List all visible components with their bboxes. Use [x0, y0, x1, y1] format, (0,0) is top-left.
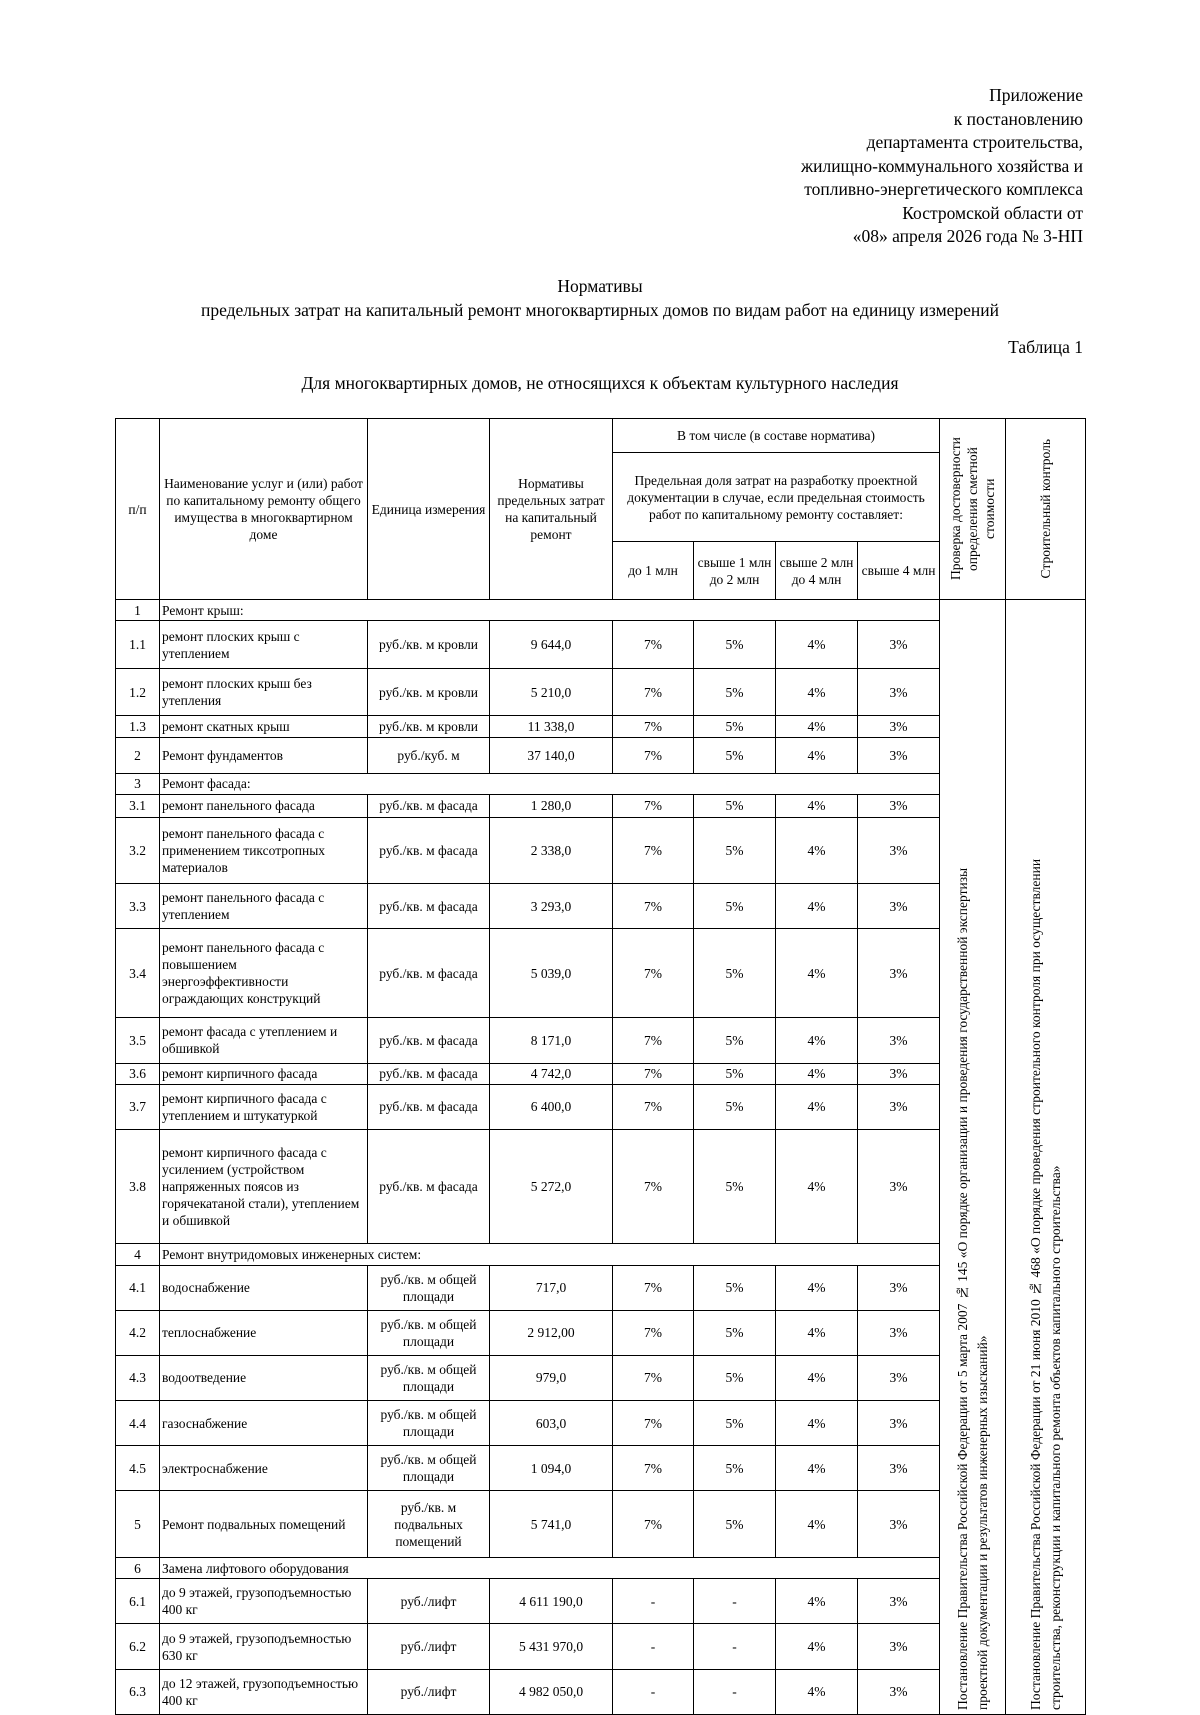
share-cell-3: 4%	[776, 1355, 858, 1400]
check-basis-cell	[940, 600, 1006, 1715]
control-basis-text	[1024, 600, 1068, 1710]
header-control-text: Строительный контроль	[1038, 439, 1054, 579]
work-name: ремонт панельного фасада с применением тиксотропных материалов	[160, 817, 368, 884]
share-cell-4: 3%	[858, 884, 940, 929]
work-name: ремонт плоских крыш с утеплением	[160, 621, 368, 669]
share-cell-4: 3%	[858, 1579, 940, 1624]
row-num: 1.2	[116, 668, 160, 716]
appendix-line: к постановлению	[953, 108, 1083, 129]
norm-cell: 5 741,0	[490, 1491, 613, 1558]
unit-cell: руб./кв. м фасада	[368, 1018, 490, 1063]
share-cell-4: 3%	[858, 929, 940, 1018]
share-cell-3: 4%	[776, 929, 858, 1018]
norm-cell: 5 210,0	[490, 668, 613, 716]
row-num: 3.7	[116, 1084, 160, 1129]
appendix-line: Приложение	[989, 85, 1083, 105]
share-cell-4: 3%	[858, 1130, 940, 1244]
share-cell-3: 4%	[776, 716, 858, 737]
unit-cell: руб./кв. м общей площади	[368, 1446, 490, 1491]
share-cell-1: 7%	[613, 737, 694, 773]
appendix-line: «08» апреля 2026 года № 3-НП	[852, 226, 1083, 246]
share-cell-3: 4%	[776, 1130, 858, 1244]
share-cell-1: 7%	[613, 929, 694, 1018]
norm-cell: 3 293,0	[490, 884, 613, 929]
share-cell-2: -	[694, 1579, 776, 1624]
norm-cell: 6 400,0	[490, 1084, 613, 1129]
share-cell-3: 4%	[776, 1018, 858, 1063]
row-num: 1.1	[116, 621, 160, 669]
row-num: 3.8	[116, 1130, 160, 1244]
unit-cell: руб./лифт	[368, 1624, 490, 1669]
work-name: Ремонт фундаментов	[160, 737, 368, 773]
appendix-line: Костромской области от	[902, 202, 1083, 223]
share-cell-1: -	[613, 1669, 694, 1714]
share-cell-1: 7%	[613, 1265, 694, 1310]
section-title: Ремонт крыш:	[160, 600, 940, 621]
share-cell-4: 3%	[858, 1669, 940, 1714]
norm-cell: 9 644,0	[490, 621, 613, 669]
share-cell-1: 7%	[613, 794, 694, 817]
work-name: ремонт панельного фасада с повышением энергоэффективности ограждающих конструкций	[160, 929, 368, 1018]
share-cell-3: 4%	[776, 1084, 858, 1129]
row-num: 4.4	[116, 1401, 160, 1446]
share-cell-2: 5%	[694, 668, 776, 716]
unit-cell: руб./лифт	[368, 1579, 490, 1624]
section-title: Ремонт внутридомовых инженерных систем:	[160, 1244, 940, 1265]
unit-cell: руб./кв. м фасада	[368, 1063, 490, 1084]
header-bracket-3: свыше 2 млн до 4 млн	[776, 542, 858, 600]
work-name: газоснабжение	[160, 1401, 368, 1446]
header-name: Наименование услуг и (или) работ по капитальному ремонту общего имущества в многоквартирном доме	[160, 419, 368, 600]
share-cell-2: -	[694, 1624, 776, 1669]
share-cell-2: 5%	[694, 794, 776, 817]
norm-cell: 4 982 050,0	[490, 1669, 613, 1714]
unit-cell: руб./кв. м общей площади	[368, 1401, 490, 1446]
share-cell-1: 7%	[613, 1018, 694, 1063]
control-basis-cell	[1006, 600, 1086, 1715]
unit-cell: руб./кв. м фасада	[368, 929, 490, 1018]
norm-cell: 8 171,0	[490, 1018, 613, 1063]
header-check-text: Проверка достоверности определения сметной стоимости	[948, 437, 998, 581]
share-cell-4: 3%	[858, 1491, 940, 1558]
share-cell-2: 5%	[694, 621, 776, 669]
norm-cell: 11 338,0	[490, 716, 613, 737]
unit-cell: руб./кв. м общей площади	[368, 1310, 490, 1355]
header-check	[940, 419, 1006, 600]
share-cell-3: 4%	[776, 794, 858, 817]
table-subtitle: Для многоквартирных домов, не относящихся к объектам культурного наследия	[301, 373, 899, 393]
check-basis-text	[951, 600, 995, 1710]
header-bracket-4: свыше 4 млн	[858, 542, 940, 600]
unit-cell: руб./кв. м кровли	[368, 621, 490, 669]
share-cell-1: 7%	[613, 817, 694, 884]
share-cell-3: 4%	[776, 1446, 858, 1491]
work-name: ремонт панельного фасада с утеплением	[160, 884, 368, 929]
norm-cell: 979,0	[490, 1355, 613, 1400]
table-header	[116, 419, 1086, 600]
row-num: 6.2	[116, 1624, 160, 1669]
row-num: 6	[116, 1557, 160, 1578]
share-cell-1: 7%	[613, 1063, 694, 1084]
norm-cell: 5 272,0	[490, 1130, 613, 1244]
share-cell-4: 3%	[858, 794, 940, 817]
share-cell-4: 3%	[858, 737, 940, 773]
appendix-block	[801, 84, 1083, 249]
row-num: 5	[116, 1491, 160, 1558]
share-cell-2: 5%	[694, 1491, 776, 1558]
section-title: Ремонт фасада:	[160, 773, 940, 794]
row-num: 3.5	[116, 1018, 160, 1063]
norm-cell: 2 338,0	[490, 817, 613, 884]
norm-cell: 717,0	[490, 1265, 613, 1310]
unit-cell: руб./лифт	[368, 1669, 490, 1714]
work-name: до 9 этажей, грузоподъемностью 400 кг	[160, 1579, 368, 1624]
header-including: В том числе (в составе норматива)	[613, 419, 940, 453]
norm-cell: 37 140,0	[490, 737, 613, 773]
unit-cell: руб./кв. м фасада	[368, 794, 490, 817]
share-cell-4: 3%	[858, 1265, 940, 1310]
share-cell-1: 7%	[613, 1491, 694, 1558]
share-cell-1: 7%	[613, 1310, 694, 1355]
norm-cell: 1 280,0	[490, 794, 613, 817]
share-cell-3: 4%	[776, 1265, 858, 1310]
work-name: Ремонт подвальных помещений	[160, 1491, 368, 1558]
share-cell-1: 7%	[613, 1355, 694, 1400]
section-title: Замена лифтового оборудования	[160, 1557, 940, 1578]
share-cell-3: 4%	[776, 1310, 858, 1355]
share-cell-2: 5%	[694, 1130, 776, 1244]
share-cell-4: 3%	[858, 1310, 940, 1355]
work-name: ремонт кирпичного фасада с утеплением и штукатуркой	[160, 1084, 368, 1129]
row-num: 4	[116, 1244, 160, 1265]
share-cell-2: 5%	[694, 1310, 776, 1355]
share-cell-3: 4%	[776, 1063, 858, 1084]
unit-cell: руб./кв. м фасада	[368, 1084, 490, 1129]
share-cell-2: 5%	[694, 737, 776, 773]
share-cell-1: 7%	[613, 1446, 694, 1491]
share-cell-2: 5%	[694, 929, 776, 1018]
row-num: 6.3	[116, 1669, 160, 1714]
appendix-line: жилищно-коммунального хозяйства и	[801, 155, 1083, 176]
share-cell-1: -	[613, 1624, 694, 1669]
header-design-share: Предельная доля затрат на разработку проектной документации в случае, если предельная стоимость работ по капитальному ремонту составляет:	[613, 453, 940, 542]
row-num: 1.3	[116, 716, 160, 737]
share-cell-4: 3%	[858, 668, 940, 716]
work-name: ремонт фасада с утеплением и обшивкой	[160, 1018, 368, 1063]
share-cell-1: 7%	[613, 621, 694, 669]
unit-cell: руб./кв. м общей площади	[368, 1355, 490, 1400]
title-line-1: Нормативы	[557, 276, 643, 296]
share-cell-2: 5%	[694, 716, 776, 737]
work-name: до 9 этажей, грузоподъемностью 630 кг	[160, 1624, 368, 1669]
row-num: 4.1	[116, 1265, 160, 1310]
work-name: теплоснабжение	[160, 1310, 368, 1355]
row-num: 1	[116, 600, 160, 621]
norm-cell: 5 431 970,0	[490, 1624, 613, 1669]
norm-cell: 603,0	[490, 1401, 613, 1446]
title-line-2: предельных затрат на капитальный ремонт многоквартирных домов по видам работ на единицу измерений	[200, 300, 1000, 320]
work-name: ремонт плоских крыш без утепления	[160, 668, 368, 716]
share-cell-4: 3%	[858, 716, 940, 737]
control-basis-line-1: Постановление Правительства Российской Федерации от 21 июня 2010 № 468 «О порядке проведения строительного контроля при осуществлении	[1027, 858, 1043, 1710]
share-cell-3: 4%	[776, 817, 858, 884]
norms-table	[115, 418, 1086, 1715]
row-num: 2	[116, 737, 160, 773]
share-cell-3: 4%	[776, 621, 858, 669]
share-cell-4: 3%	[858, 1063, 940, 1084]
share-cell-3: 4%	[776, 1624, 858, 1669]
table-label: Таблица 1	[1008, 337, 1083, 357]
share-cell-1: 7%	[613, 668, 694, 716]
unit-cell: руб./кв. м фасада	[368, 1130, 490, 1244]
share-cell-4: 3%	[858, 1401, 940, 1446]
header-control	[1006, 419, 1086, 600]
share-cell-2: 5%	[694, 1018, 776, 1063]
share-cell-4: 3%	[858, 1018, 940, 1063]
share-cell-4: 3%	[858, 1084, 940, 1129]
share-cell-2: 5%	[694, 1084, 776, 1129]
norm-cell: 4 611 190,0	[490, 1579, 613, 1624]
appendix-line: топливно-энергетического комплекса	[804, 179, 1083, 199]
table-body	[116, 600, 1086, 1715]
share-cell-3: 4%	[776, 1401, 858, 1446]
row-num: 3	[116, 773, 160, 794]
share-cell-2: 5%	[694, 1265, 776, 1310]
row-num: 3.1	[116, 794, 160, 817]
share-cell-3: 4%	[776, 1669, 858, 1714]
share-cell-1: -	[613, 1579, 694, 1624]
share-cell-2: -	[694, 1669, 776, 1714]
work-name: ремонт кирпичного фасада с усилением (устройством напряженных поясов из горячекатаной стали), утеплением и обшивкой	[160, 1130, 368, 1244]
share-cell-3: 4%	[776, 1579, 858, 1624]
control-basis-line-2: строительства, реконструкции и капитального ремонта объектов капитального строительства»	[1047, 1165, 1063, 1710]
work-name: электроснабжение	[160, 1446, 368, 1491]
norm-cell: 2 912,00	[490, 1310, 613, 1355]
row-num: 3.4	[116, 929, 160, 1018]
share-cell-3: 4%	[776, 1491, 858, 1558]
share-cell-2: 5%	[694, 1355, 776, 1400]
check-basis-line-2: проектной документации и результатов инженерных изысканий»	[974, 1335, 990, 1710]
document-title	[0, 274, 1200, 322]
header-bracket-1: до 1 млн	[613, 542, 694, 600]
share-cell-4: 3%	[858, 817, 940, 884]
row-num: 4.3	[116, 1355, 160, 1400]
share-cell-3: 4%	[776, 884, 858, 929]
share-cell-4: 3%	[858, 1355, 940, 1400]
row-num: 3.6	[116, 1063, 160, 1084]
work-name: водоотведение	[160, 1355, 368, 1400]
check-basis-line-1: Постановление Правительства Российской Федерации от 5 марта 2007 № 145 «О порядке организации и проведения государственной экспертизы	[954, 867, 970, 1710]
share-cell-4: 3%	[858, 621, 940, 669]
header-num: п/п	[116, 419, 160, 600]
row-num: 4.5	[116, 1446, 160, 1491]
share-cell-2: 5%	[694, 1401, 776, 1446]
share-cell-2: 5%	[694, 1446, 776, 1491]
share-cell-2: 5%	[694, 817, 776, 884]
header-bracket-2: свыше 1 млн до 2 млн	[694, 542, 776, 600]
norm-cell: 5 039,0	[490, 929, 613, 1018]
unit-cell: руб./куб. м	[368, 737, 490, 773]
row-num: 3.2	[116, 817, 160, 884]
row-num: 3.3	[116, 884, 160, 929]
section-row	[116, 600, 1086, 621]
share-cell-1: 7%	[613, 716, 694, 737]
row-num: 6.1	[116, 1579, 160, 1624]
share-cell-4: 3%	[858, 1624, 940, 1669]
norm-cell: 4 742,0	[490, 1063, 613, 1084]
unit-cell: руб./кв. м фасада	[368, 884, 490, 929]
row-num: 4.2	[116, 1310, 160, 1355]
share-cell-3: 4%	[776, 668, 858, 716]
header-unit: Единица измерения	[368, 419, 490, 600]
share-cell-2: 5%	[694, 884, 776, 929]
unit-cell: руб./кв. м общей площади	[368, 1265, 490, 1310]
share-cell-1: 7%	[613, 1401, 694, 1446]
work-name: ремонт скатных крыш	[160, 716, 368, 737]
norm-cell: 1 094,0	[490, 1446, 613, 1491]
share-cell-2: 5%	[694, 1063, 776, 1084]
share-cell-1: 7%	[613, 1130, 694, 1244]
unit-cell: руб./кв. м кровли	[368, 716, 490, 737]
share-cell-1: 7%	[613, 1084, 694, 1129]
appendix-line: департамента строительства,	[866, 132, 1083, 152]
share-cell-1: 7%	[613, 884, 694, 929]
work-name: ремонт панельного фасада	[160, 794, 368, 817]
work-name: водоснабжение	[160, 1265, 368, 1310]
unit-cell: руб./кв. м подвальных помещений	[368, 1491, 490, 1558]
unit-cell: руб./кв. м фасада	[368, 817, 490, 884]
header-norm: Нормативы предельных затрат на капитальный ремонт	[490, 419, 613, 600]
share-cell-4: 3%	[858, 1446, 940, 1491]
work-name: ремонт кирпичного фасада	[160, 1063, 368, 1084]
unit-cell: руб./кв. м кровли	[368, 668, 490, 716]
share-cell-3: 4%	[776, 737, 858, 773]
work-name: до 12 этажей, грузоподъемностью 400 кг	[160, 1669, 368, 1714]
